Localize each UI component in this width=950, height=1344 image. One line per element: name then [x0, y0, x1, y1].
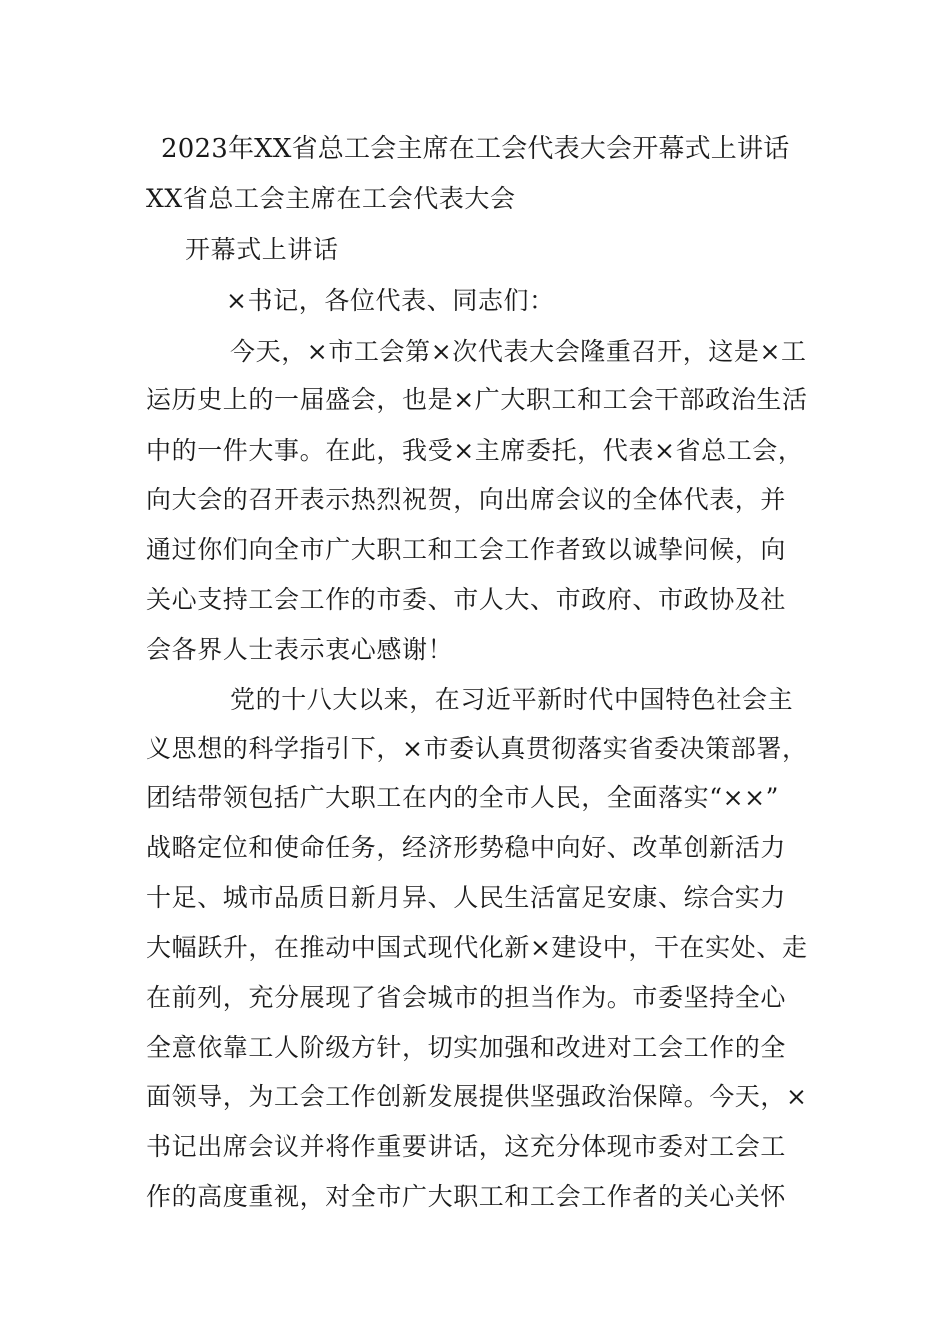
paragraph-2-line: 十足、城市品质日新月异、人民生活富足安康、综合实力	[146, 883, 787, 912]
paragraph-2-line: 团结带领包括广大职工在内的全市人民，全面落实“××”	[146, 783, 780, 812]
document-subtitle-line-2: 开幕式上讲话	[185, 235, 339, 264]
paragraph-1-line: 关心支持工会工作的市委、市人大、市政府、市政协及社	[146, 585, 787, 614]
paragraph-1-line: 运历史上的一届盛会，也是×广大职工和工会干部政治生活	[146, 385, 808, 414]
paragraph-1-line: 向大会的召开表示热烈祝贺，向出席会议的全体代表，并	[146, 485, 787, 514]
salutation: ×书记，各位代表、同志们：	[226, 286, 555, 315]
document-title: 2023年XX省总工会主席在工会代表大会开幕式上讲话	[161, 134, 790, 164]
paragraph-2-line: 面领导，为工会工作创新发展提供坚强政治保障。今天，×	[146, 1082, 808, 1111]
paragraph-1-line: 今天，×市工会第×次代表大会隆重召开，这是×工	[230, 337, 807, 366]
paragraph-1-line: 会各界人士表示衷心感谢！	[146, 635, 454, 664]
paragraph-2-line: 战略定位和使命任务，经济形势稳中向好、改革创新活力	[146, 833, 787, 862]
paragraph-2-line: 全意依靠工人阶级方针，切实加强和改进对工会工作的全	[146, 1033, 787, 1062]
paragraph-1-line: 通过你们向全市广大职工和工会工作者致以诚挚问候，向	[146, 535, 787, 564]
paragraph-2-line: 义思想的科学指引下，×市委认真贯彻落实省委决策部署，	[146, 734, 808, 763]
paragraph-2-line: 作的高度重视，对全市广大职工和工会工作者的关心关怀	[146, 1182, 787, 1211]
paragraph-2-line: 大幅跃升，在推动中国式现代化新×建设中，干在实处、走	[146, 933, 808, 962]
paragraph-2-line: 在前列，充分展现了省会城市的担当作为。市委坚持全心	[146, 983, 787, 1012]
paragraph-2-line: 党的十八大以来，在习近平新时代中国特色社会主	[230, 685, 794, 714]
paragraph-1-line: 中的一件大事。在此，我受×主席委托，代表×省总工会，	[146, 436, 804, 465]
paragraph-2-line: 书记出席会议并将作重要讲话，这充分体现市委对工会工	[146, 1132, 787, 1161]
document-subtitle-line-1: XX省总工会主席在工会代表大会	[146, 184, 516, 213]
